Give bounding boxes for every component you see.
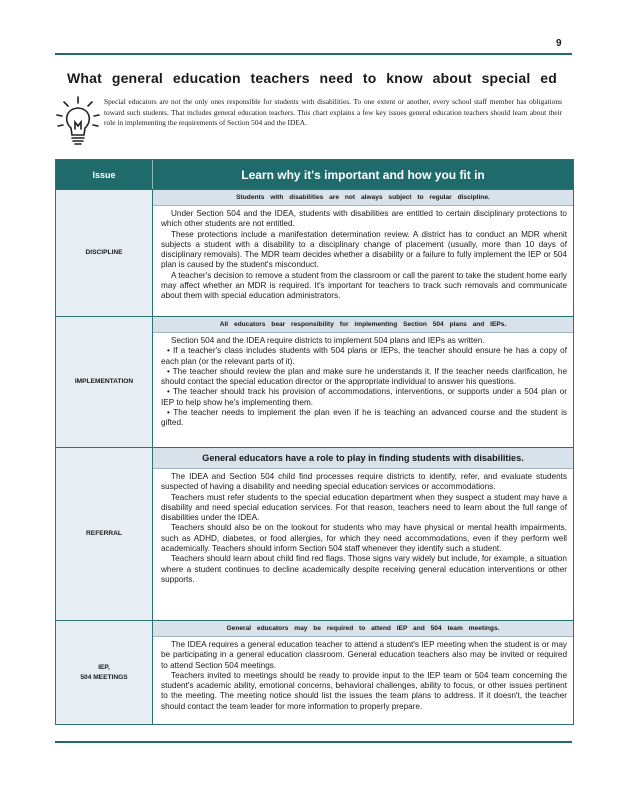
header-main: Learn why it's important and how you fit in	[241, 167, 485, 182]
paragraph: Teachers should learn about child find red flags. Those signs vary widely but include, for example, a situation where a student continues to decline academically despite receiving general education interventions or other supports.	[161, 554, 567, 584]
page-title: What general education teachers need to know about special ed	[67, 70, 557, 86]
paragraph: Teachers invited to meetings should be ready to provide input to the IEP team or 504 team concerning the student's academic ability, emotional concerns, behavioral challenges, ability to focus, or other issues pertinent to the meeting. The meeting notice should list the issues the team plans to address. If it doesn't, the teacher should contact the team leader for more information to properly prepare.	[161, 670, 567, 711]
row-heading: General educators may be required to attend IEP and 504 team meetings.	[153, 621, 573, 637]
paragraph: Section 504 and the IDEA require districts to implement 504 plans and IEPs as written.	[171, 336, 485, 345]
paragraph: These protections include a manifestation determination review. A district has to conduct an MDR whenit subjects a student with a disability to a disciplinary change of placement (usually, more than 10 days of disciplinary removals). The MDR team decides whether a disability or a failure to fully implement the IEP or 504 plan is caused by the student's misconduct.	[161, 229, 567, 270]
issues-table	[55, 159, 574, 725]
paragraph: Teachers must refer students to the special education department when they suspect a student may have a disability and need special education services. For that reason, teachers need to learn about the full range of disabilities under the IDEA.	[161, 492, 567, 523]
table-row	[56, 316, 573, 447]
row-body	[153, 333, 573, 432]
paragraph: • The teacher should track his provision of accommodations, interventions, or supports under a 504 plan or IEP to help show he's implementing them.	[161, 387, 567, 407]
row-heading: Students with disabilities are not always subject to regular discipline.	[153, 190, 573, 206]
table-row	[56, 447, 573, 620]
row-body	[153, 206, 573, 305]
issue-label-line2: 504 MEETINGS	[80, 673, 128, 681]
paragraph: • The teacher should review the plan and make sure he understands it. If the teacher needs clarification, he should contact the special education director or the appropriate individual to answer his questions.	[161, 366, 567, 387]
row-heading: All educators bear responsibility for implementing Section 504 plans and IEPs.	[153, 317, 573, 333]
row-body	[153, 637, 573, 715]
table-row	[56, 620, 573, 724]
paragraph: The IDEA and Section 504 child find processes require districts to identify, refer, and evaluate students suspected of having a disability and needing special education services or accommodations.	[161, 472, 567, 492]
issue-implementation: IMPLEMENTATION	[56, 317, 153, 447]
paragraph: A teacher's decision to remove a student from the classroom or call the parent to take the student home early may affect whether an MDR is required. It's important for teachers to track such removals and communicate about them with special education administrators.	[161, 270, 567, 301]
top-rule	[55, 53, 572, 55]
issue-meetings	[56, 621, 153, 724]
intro-text: Special educators are not the only ones responsible for students with disabilities. To one extent or another, every school staff member has obligations toward such students. That includes general education teachers. This chart explains a few key issues general education teachers should learn about their role in implementing the requirements of Section 504 and the IDEA.	[104, 97, 562, 128]
row-body	[153, 469, 573, 588]
paragraph: • If a teacher's class includes students with 504 plans or IEPs, the teacher should ensure he has a copy of each plan (or the relevant parts of it).	[161, 346, 567, 366]
row-content	[153, 190, 573, 316]
paragraph: Under Section 504 and the IDEA, students with disabilities are entitled to certain disciplinary protections to which other students are not entitled.	[161, 209, 567, 229]
row-content	[153, 317, 573, 447]
row-content	[153, 448, 573, 620]
issue-discipline: DISCIPLINE	[56, 190, 153, 316]
paragraph: Teachers should also be on the lookout for students who may have physical or mental health impairments, such as ADHD, diabetes, or food allergies, for which they need accommodations, even if they perform well academically. Teachers should inform Section 504 staff whenever they identify such a student.	[161, 523, 567, 554]
row-heading: General educators have a role to play in finding students with disabilities.	[153, 448, 573, 469]
row-content	[153, 621, 573, 724]
bottom-rule	[55, 741, 572, 743]
header-issue: Issue	[56, 160, 153, 189]
issue-label-line1: IEP,	[98, 663, 110, 671]
page-number: 9	[556, 38, 562, 49]
lightbulb-icon	[56, 95, 100, 147]
paragraph: The IDEA requires a general education teacher to attend a student's IEP meeting when the student is or may be participating in a general education classroom. General education teachers also may be invited or required to attend Section 504 meetings.	[161, 640, 567, 670]
table-header	[56, 160, 573, 189]
paragraph: • The teacher needs to implement the plan even if he is teaching an advanced course and the student is gifted.	[161, 408, 567, 428]
table-row	[56, 189, 573, 316]
issue-referral: REFERRAL	[56, 448, 153, 620]
